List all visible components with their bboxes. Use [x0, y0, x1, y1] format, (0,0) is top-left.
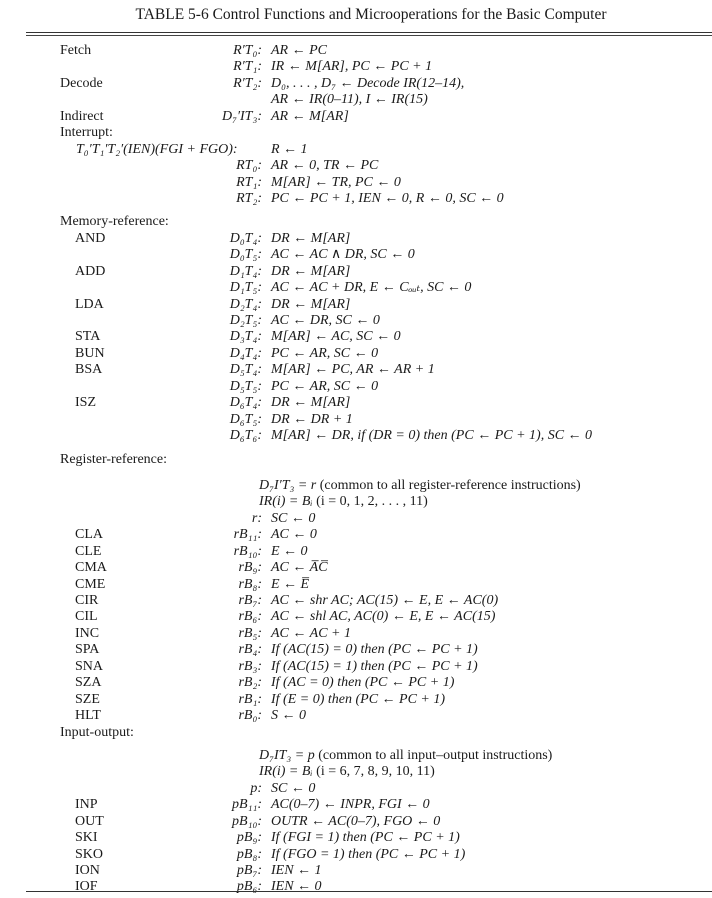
row-label: ISZ — [75, 395, 96, 411]
table-row — [0, 593, 712, 609]
microoperation — [271, 560, 328, 576]
row-label: STA — [75, 329, 101, 345]
table-row — [0, 626, 712, 642]
microoperation — [271, 642, 478, 658]
microoperation — [271, 847, 465, 863]
microoperation-text: IR(i) = Bᵢ — [259, 764, 313, 780]
microoperation-text: If (E = 0) then (PC ← PC + 1) — [271, 691, 446, 707]
table-row — [0, 264, 712, 280]
table-row — [0, 214, 712, 230]
microoperation-text: AC ← AC + 1 — [271, 625, 351, 641]
table-row — [0, 781, 712, 797]
table-row — [0, 847, 712, 863]
table-row — [0, 692, 712, 708]
control-function: pB₁₁: — [232, 797, 262, 813]
microoperation-text: DR ← M[AR] — [271, 263, 351, 279]
control-function: rB₁: — [238, 691, 262, 707]
microoperation — [271, 297, 350, 313]
row-label: Interrupt: — [60, 125, 113, 141]
microoperation-text: AC ← DR, SC ← 0 — [271, 313, 380, 328]
microoperation-text: AC ← 0 — [271, 527, 317, 543]
microoperation-text: PC ← AR, SC ← 0 — [271, 345, 379, 361]
table-row — [0, 158, 712, 174]
table-row — [0, 511, 712, 527]
row-label: AND — [75, 230, 106, 246]
control-function: rB₄: — [238, 642, 262, 658]
control-function: D₆T₆: — [229, 428, 262, 444]
microoperation — [271, 158, 378, 174]
microoperation — [259, 748, 552, 764]
control-function: RT₀: — [236, 158, 262, 174]
microoperation-text: If (AC(15) = 1) then (PC ← PC + 1) — [271, 658, 478, 674]
microoperation-text: IEN ← 0 — [271, 879, 322, 895]
control-function: R′T₁: — [233, 59, 262, 75]
table-row — [0, 748, 712, 764]
row-label: SZA — [75, 675, 102, 691]
table-row — [0, 708, 712, 724]
microoperation-text: D₀, . . . , D₇ ← Decode IR(12–14), — [271, 75, 465, 91]
microoperation-text: DR ← M[AR] — [271, 395, 351, 411]
microoperation — [259, 764, 435, 780]
control-function: rB₉: — [238, 560, 262, 576]
table-row — [0, 125, 712, 141]
microoperation-text: E ← 0 — [271, 543, 308, 559]
table-row — [0, 560, 712, 576]
microoperation-text: OUTR ← AC(0–7), FGO ← 0 — [271, 813, 441, 829]
table-row — [0, 544, 712, 560]
table-row — [0, 725, 712, 741]
row-label: SKO — [75, 846, 104, 862]
row-label: INC — [75, 625, 100, 641]
microoperation-text: AR ← IR(0–11), I ← IR(15) — [271, 92, 428, 108]
microoperation — [271, 329, 401, 345]
microoperation — [271, 191, 504, 207]
control-function: D₃T₄: — [229, 329, 262, 345]
table-row — [0, 814, 712, 830]
microoperation — [271, 814, 440, 830]
table-row — [0, 175, 712, 191]
control-function: rB₃: — [238, 658, 262, 674]
table-row — [0, 412, 712, 428]
microoperation-text: S ← 0 — [271, 708, 306, 724]
row-label: SKI — [75, 830, 98, 846]
control-function: p: — [250, 780, 262, 796]
microoperation — [271, 626, 351, 642]
table-title: TABLE 5-6 Control Functions and Microoperations for the Basic Computer — [135, 6, 607, 23]
microoperation — [271, 362, 435, 378]
row-label: Fetch — [60, 43, 92, 58]
row-label: CIL — [75, 609, 98, 625]
microoperation — [271, 142, 308, 158]
row-label: CIR — [75, 593, 99, 608]
microoperation — [271, 109, 349, 125]
control-function: rB₈: — [238, 576, 262, 592]
control-functions-table — [0, 43, 712, 896]
row-label: BUN — [75, 345, 105, 361]
row-label: CLE — [75, 543, 102, 559]
microoperation — [271, 76, 464, 92]
table-row — [0, 675, 712, 691]
microoperation-note: (i = 0, 1, 2, . . . , 11) — [312, 494, 428, 510]
table-row — [0, 92, 712, 108]
microoperation-text: If (AC = 0) then (PC ← PC + 1) — [271, 675, 455, 691]
microoperation — [271, 43, 327, 59]
microoperation — [271, 527, 317, 543]
table-row — [0, 527, 712, 543]
table-row — [0, 109, 712, 125]
microoperation-text: AC(0–7) ← INPR, FGI ← 0 — [271, 797, 430, 813]
table-row — [0, 764, 712, 780]
microoperation — [271, 395, 350, 411]
table-row — [0, 313, 712, 329]
microoperation — [271, 59, 432, 75]
control-function: pB₇: — [236, 863, 262, 878]
control-function: RT₂: — [236, 190, 262, 206]
microoperation — [271, 92, 428, 108]
microoperation-text: AC ← AC + DR, E ← Cₒᵤₜ, SC ← 0 — [271, 280, 472, 296]
control-function: D₀T₄: — [229, 230, 262, 246]
microoperation — [271, 797, 430, 813]
microoperation — [271, 511, 315, 527]
control-function: rB₁₀: — [233, 543, 262, 559]
row-label: SNA — [75, 658, 104, 674]
microoperation — [271, 863, 322, 879]
microoperation — [271, 264, 350, 280]
row-label: INP — [75, 797, 98, 813]
microoperation — [259, 478, 581, 494]
row-label: Memory-reference: — [60, 214, 169, 230]
table-row — [0, 76, 712, 92]
microoperation-note: (i = 6, 7, 8, 9, 10, 11) — [312, 764, 435, 780]
row-label: LDA — [75, 296, 104, 312]
microoperation-text: DR ← M[AR] — [271, 296, 351, 312]
microoperation — [271, 379, 378, 395]
microoperation — [271, 175, 401, 191]
control-function: D₆T₅: — [229, 411, 262, 427]
table-row — [0, 59, 712, 75]
microoperation-note: (common to all input–output instructions) — [314, 747, 553, 763]
table-row — [0, 191, 712, 207]
control-function: D₁T₅: — [229, 280, 262, 296]
microoperation-text: If (FGI = 1) then (PC ← PC + 1) — [271, 830, 460, 846]
top-double-rule — [26, 32, 712, 36]
table-row — [0, 494, 712, 510]
table-row — [0, 379, 712, 395]
microoperation — [271, 231, 350, 247]
microoperation-text: E ← E̅ — [271, 576, 310, 592]
row-label: HLT — [75, 708, 101, 724]
control-function: rB₀: — [238, 708, 262, 724]
microoperation-text: SC ← 0 — [271, 780, 316, 796]
microoperation-text: If (FGO = 1) then (PC ← PC + 1) — [271, 846, 466, 862]
row-label: Input-output: — [60, 724, 134, 740]
microoperation-text: IR ← M[AR], PC ← PC + 1 — [271, 59, 433, 75]
microoperation — [271, 544, 308, 560]
table-row — [0, 830, 712, 846]
table-row — [0, 43, 712, 59]
row-label: Indirect — [60, 108, 104, 124]
control-function: rB₁₁: — [233, 527, 262, 543]
microoperation-text: SC ← 0 — [271, 510, 316, 526]
table-row — [0, 231, 712, 247]
control-function: R′T₀: — [233, 43, 262, 58]
control-function: RT₁: — [236, 174, 262, 190]
microoperation-text: IEN ← 1 — [271, 863, 322, 878]
table-row — [0, 329, 712, 345]
microoperation — [259, 494, 428, 510]
table-row — [0, 863, 712, 879]
microoperation-text: D₇IT₃ = p — [259, 747, 315, 763]
table-row — [0, 609, 712, 625]
microoperation — [271, 346, 378, 362]
microoperation-text: M[AR] ← PC, AR ← AR + 1 — [271, 362, 435, 378]
microoperation — [271, 247, 415, 263]
microoperation-text: If (AC(15) = 0) then (PC ← PC + 1) — [271, 642, 478, 658]
control-function: D₄T₄: — [229, 345, 262, 361]
row-label: ADD — [75, 263, 106, 279]
microoperation — [271, 781, 315, 797]
row-label: BSA — [75, 362, 103, 378]
table-row — [0, 452, 712, 468]
row-label: CMA — [75, 560, 107, 576]
table-row — [0, 478, 712, 494]
row-label: Decode — [60, 75, 103, 91]
microoperation — [271, 879, 322, 895]
row-label: ION — [75, 863, 100, 878]
microoperation — [271, 692, 445, 708]
microoperation-text: AR ← 0, TR ← PC — [271, 158, 379, 174]
microoperation-text: AR ← M[AR] — [271, 108, 349, 124]
microoperation-text: PC ← PC + 1, IEN ← 0, R ← 0, SC ← 0 — [271, 190, 504, 206]
row-label: CLA — [75, 527, 103, 543]
row-label: T₀′T₁′T₂′(IEN)(FGI + FGO): — [76, 141, 238, 157]
control-function: rB₆: — [238, 609, 262, 625]
control-function: D₅T₅: — [229, 378, 262, 394]
microoperation-text: PC ← AR, SC ← 0 — [271, 378, 379, 394]
control-function: R′T₂: — [233, 75, 262, 91]
table-row — [0, 297, 712, 313]
microoperation-text: M[AR] ← TR, PC ← 0 — [271, 174, 401, 190]
microoperation — [271, 830, 460, 846]
microoperation-text: DR ← M[AR] — [271, 230, 351, 246]
control-function: D₆T₄: — [229, 395, 262, 411]
microoperation — [271, 313, 380, 329]
microoperation-text: DR ← DR + 1 — [271, 411, 353, 427]
microoperation — [271, 675, 454, 691]
microoperation — [271, 659, 478, 675]
microoperation-text: AR ← PC — [271, 43, 327, 58]
control-function: D₀T₅: — [229, 247, 262, 263]
microoperation-text: IR(i) = Bᵢ — [259, 494, 313, 510]
row-label: CME — [75, 576, 106, 592]
control-function: pB₈: — [236, 846, 262, 862]
table-row — [0, 577, 712, 593]
table-row — [0, 142, 712, 158]
row-label: OUT — [75, 813, 104, 829]
row-label: IOF — [75, 879, 98, 895]
microoperation — [271, 412, 353, 428]
row-label: SZE — [75, 691, 100, 707]
microoperation — [271, 577, 309, 593]
table-row — [0, 659, 712, 675]
table-row — [0, 395, 712, 411]
table-row — [0, 280, 712, 296]
control-function: D₇′IT₃: — [221, 108, 262, 124]
control-function: D₁T₄: — [229, 263, 262, 279]
control-function: D₂T₅: — [229, 313, 262, 328]
table-row — [0, 247, 712, 263]
microoperation-text: AC ← AC ∧ DR, SC ← 0 — [271, 247, 415, 263]
microoperation-text: D₇I′T₃ = r — [259, 477, 317, 493]
microoperation — [271, 593, 498, 609]
microoperation-text: AC ← shr AC; AC(15) ← E, E ← AC(0) — [271, 593, 499, 608]
table-row — [0, 879, 712, 895]
table-row — [0, 642, 712, 658]
control-function: pB₁₀: — [232, 813, 262, 829]
control-function: rB₅: — [238, 625, 262, 641]
control-function: pB₉: — [236, 830, 262, 846]
microoperation-text: M[AR] ← AC, SC ← 0 — [271, 329, 401, 345]
control-function: pB₆: — [236, 879, 262, 895]
row-label: SPA — [75, 642, 100, 658]
microoperation — [271, 708, 306, 724]
control-function: D₂T₄: — [229, 296, 262, 312]
control-function: rB₂: — [238, 675, 262, 691]
microoperation-text: R ← 1 — [271, 141, 308, 157]
microoperation — [271, 280, 471, 296]
microoperation-text: AC ← shl AC, AC(0) ← E, E ← AC(15) — [271, 609, 496, 625]
control-function: rB₇: — [238, 593, 262, 608]
microoperation — [271, 609, 495, 625]
table-row — [0, 797, 712, 813]
table-row — [0, 428, 712, 444]
microoperation-text: M[AR] ← DR, if (DR = 0) then (PC ← PC + 1), SC ← 0 — [271, 428, 593, 444]
microoperation — [271, 428, 592, 444]
control-function: r: — [251, 510, 262, 526]
row-label: Register-reference: — [60, 451, 167, 467]
microoperation-text: AC ← A̅C̅ — [271, 560, 328, 576]
microoperation-note: (common to all register-reference instructions) — [316, 477, 581, 493]
bottom-rule — [26, 891, 712, 892]
table-row — [0, 362, 712, 378]
table-row — [0, 346, 712, 362]
control-function: D₅T₄: — [229, 362, 262, 378]
